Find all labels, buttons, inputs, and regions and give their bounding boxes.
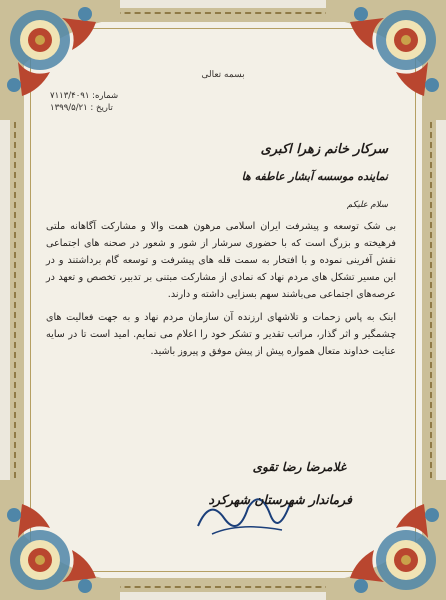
signatory-title: فرماندار شهرستان شهرکرد	[208, 492, 352, 507]
letter-number-value: ۷۱۱۳/۴۰۹۱	[50, 91, 90, 101]
signatory-name: غلامرضا رضا تقوی	[252, 460, 346, 474]
recipient-title: نماینده موسسه آبشار عاطفه ها	[241, 170, 388, 183]
basmala-heading: بسمه تعالی	[201, 70, 245, 80]
letter-date-row	[50, 102, 118, 114]
recipient-salutation: سرکار خانم زهرا اکبری	[260, 142, 388, 157]
greeting-line: سلام علیکم	[347, 200, 388, 210]
letter-body	[46, 218, 396, 366]
letter-date-value: ۱۳۹۹/۵/۲۱	[50, 103, 88, 113]
letter-number-row	[50, 90, 118, 102]
letter-meta	[50, 90, 118, 114]
body-paragraph-1: بی شک توسعه و پیشرفت ایران اسلامی مرهون همت والا و مشارکت آگاهانه ملتی فرهیخته و بزرگ است که با حضوری سرشار از شور و شعور در صحنه های اجتماعی نقش آفرینی نموده و با افتخار به سمت قله های پیشرفت و توسعه گام برداشتند و در این مسیر تشکل های مردم نهاد که نمادی از مشارکت مبتنی بر تدبیر، تخصص و تعهد در عرصه‌های اجتماعی می‌باشند سهم بسزایی داشته و دارند.	[46, 221, 396, 300]
letter-date-label: تاریخ :	[90, 103, 113, 113]
letter-content	[40, 30, 406, 560]
body-paragraph-2: اینک به پاس زحمات و تلاشهای ارزنده آن سازمان مردم نهاد و به جهت فعالیت های چشمگیر و اثر گذار، مراتب تقدیر و تشکر خود را اعلام می نمایم. امید است تا در سایه عنایت خداوند متعال همواره پیش از پیش موفق و پیروز باشید.	[46, 312, 396, 357]
handwritten-signature	[190, 478, 300, 548]
letter-number-label: شماره:	[92, 91, 119, 101]
